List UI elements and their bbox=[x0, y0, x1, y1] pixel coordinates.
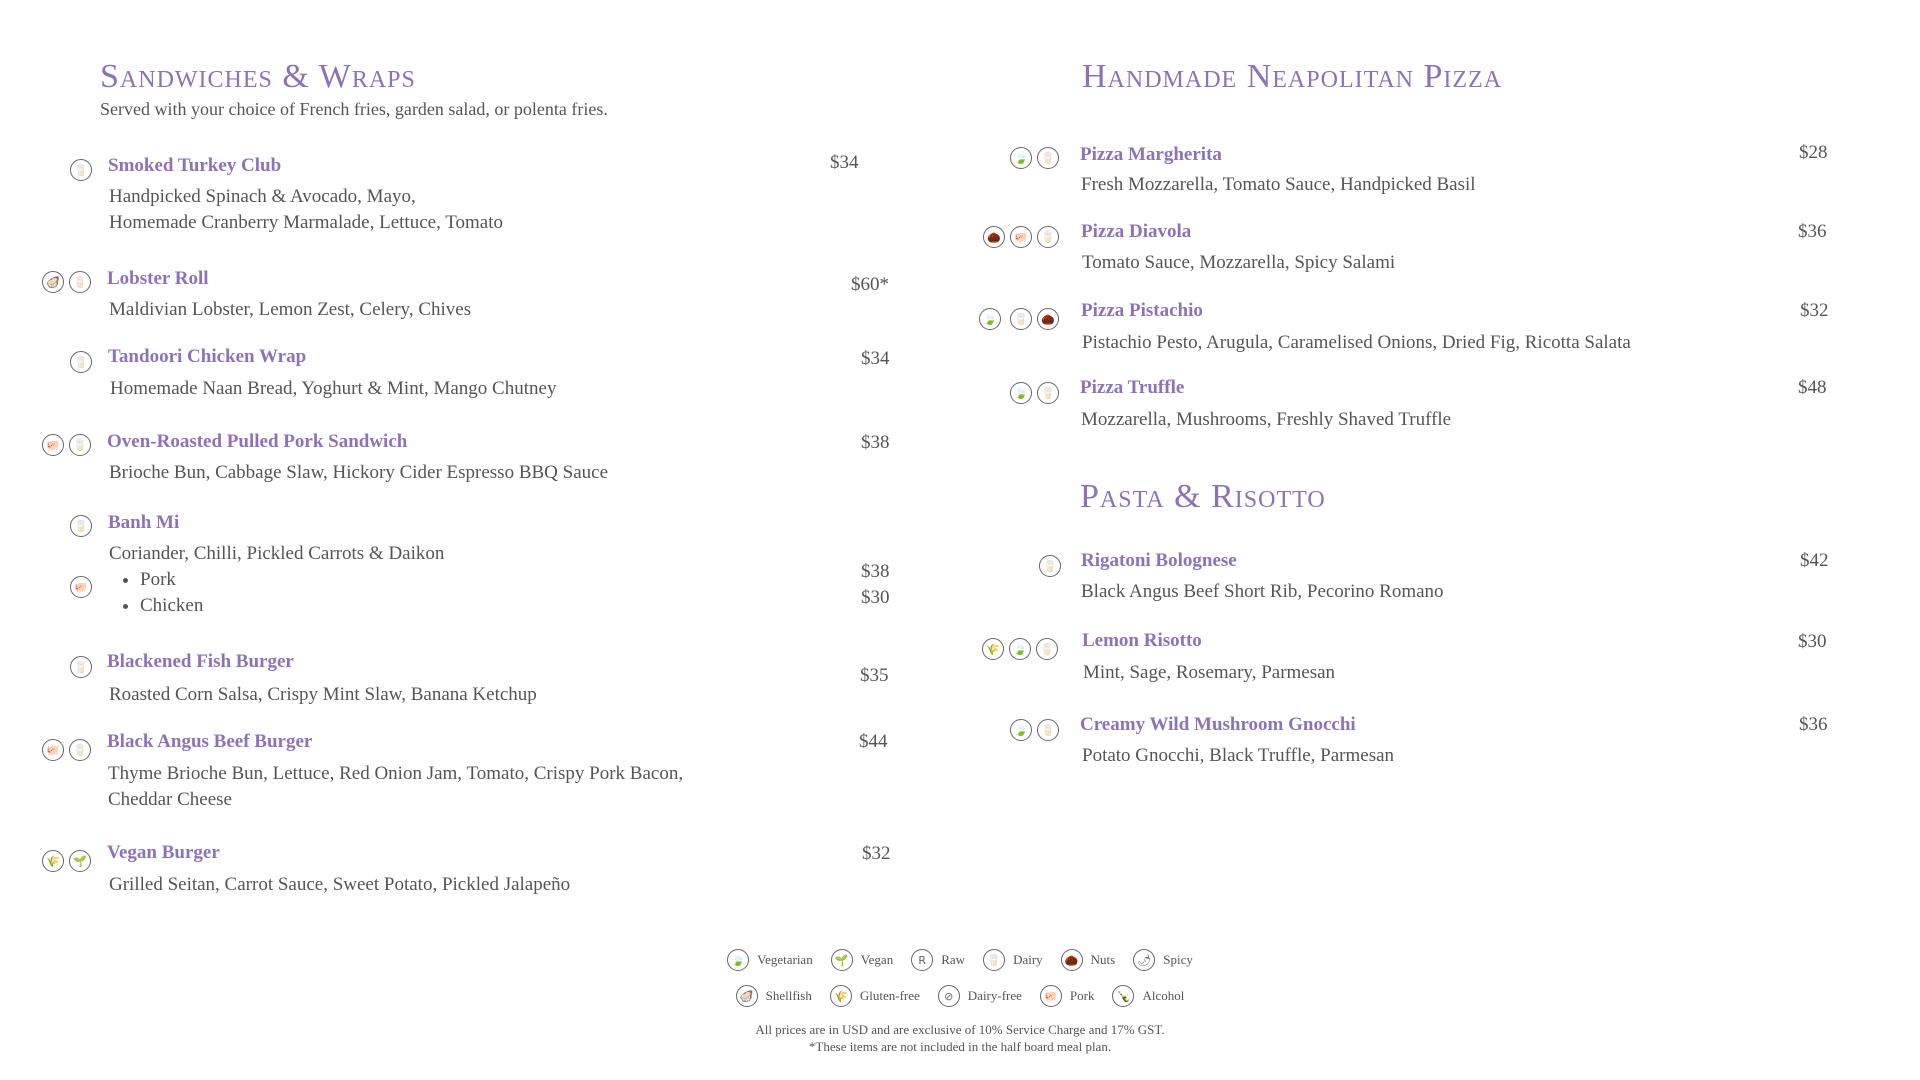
dairy-icon: 🥛 bbox=[983, 949, 1005, 971]
desc-line: Homemade Naan Bread, Yoghurt & Mint, Mango Chutney bbox=[110, 378, 557, 399]
spicy-icon: 🌶 bbox=[1133, 949, 1155, 971]
item-description bbox=[109, 297, 471, 323]
pork-icon: 🐖 bbox=[42, 739, 64, 761]
dietary-icons bbox=[70, 515, 92, 537]
item-name: Pizza Margherita bbox=[1080, 144, 1222, 165]
legend-label: Nuts bbox=[1090, 952, 1116, 967]
item-name: Pizza Pistachio bbox=[1081, 300, 1203, 321]
legend-label: Gluten-free bbox=[859, 988, 920, 1003]
legend-label: Pork bbox=[1069, 988, 1095, 1003]
item-description bbox=[108, 761, 683, 813]
item-description bbox=[1082, 250, 1395, 276]
gluten-free-icon: 🌾 bbox=[830, 985, 852, 1007]
dairy-icon: 🥛 bbox=[70, 656, 92, 678]
footnote-line: All prices are in USD and are exclusive of 10% Service Charge and 17% GST. bbox=[755, 1022, 1165, 1037]
item-price: $34 bbox=[861, 348, 890, 369]
item-name: Blackened Fish Burger bbox=[107, 651, 294, 672]
legend-item-vegan bbox=[831, 949, 894, 971]
dietary-icons bbox=[983, 226, 1059, 248]
vegetarian-icon: 🍃 bbox=[1010, 147, 1032, 169]
dietary-icons bbox=[70, 159, 92, 181]
item-price: $35 bbox=[860, 665, 889, 686]
variant-list bbox=[108, 567, 203, 619]
gluten-free-icon: 🌾 bbox=[42, 850, 64, 872]
item-description bbox=[1083, 660, 1335, 686]
legend-item-spicy bbox=[1133, 949, 1193, 971]
item-name: Lemon Risotto bbox=[1082, 630, 1202, 651]
dairy-icon: 🥛 bbox=[69, 271, 91, 293]
legend-row bbox=[0, 978, 1920, 1014]
legend-item-pork bbox=[1040, 985, 1095, 1007]
dairy-icon: 🥛 bbox=[70, 515, 92, 537]
desc-line: Pistachio Pesto, Arugula, Caramelised Onions, Dried Fig, Ricotta Salata bbox=[1082, 332, 1631, 353]
legend-label: Shellfish bbox=[765, 988, 812, 1003]
item-price: $48 bbox=[1798, 377, 1827, 398]
item-description bbox=[109, 460, 608, 486]
item-price: $60* bbox=[851, 274, 889, 295]
item-price: $44 bbox=[859, 731, 888, 752]
item-price: $34 bbox=[830, 152, 859, 173]
item-price: $32 bbox=[862, 843, 891, 864]
legend-item-vegetarian bbox=[727, 949, 813, 971]
legend-label: Spicy bbox=[1163, 952, 1193, 967]
legend-label: Vegetarian bbox=[757, 952, 813, 967]
desc-line: Mozzarella, Mushrooms, Freshly Shaved Truffle bbox=[1081, 409, 1452, 430]
legend-label: Vegan bbox=[860, 952, 894, 967]
dairy-icon: 🥛 bbox=[1010, 308, 1032, 330]
variant-price-chicken: $30 bbox=[861, 587, 890, 608]
dairy-free-icon: ⊘ bbox=[938, 985, 960, 1007]
pork-icon: 🐖 bbox=[42, 434, 64, 456]
footnote-line: *These items are not included in the half board meal plan. bbox=[808, 1039, 1112, 1054]
section-title-pizza: Handmade Neapolitan Pizza bbox=[1082, 58, 1503, 95]
item-description bbox=[109, 682, 537, 708]
desc-line: Brioche Bun, Cabbage Slaw, Hickory Cider Espresso BBQ Sauce bbox=[109, 462, 609, 483]
item-description bbox=[1082, 743, 1394, 769]
item-description bbox=[109, 541, 444, 567]
desc-line: Black Angus Beef Short Rib, Pecorino Romano bbox=[1081, 581, 1444, 602]
dairy-icon: 🥛 bbox=[1037, 382, 1059, 404]
section-title-sandwiches: Sandwiches & Wraps bbox=[100, 58, 416, 95]
dietary-icons bbox=[42, 271, 91, 293]
legend-item-shellfish bbox=[736, 985, 812, 1007]
variant-price-pork: $38 bbox=[861, 561, 890, 582]
dietary-icons bbox=[42, 850, 91, 872]
vegan-icon: 🌱 bbox=[831, 949, 853, 971]
legend-label: Raw bbox=[941, 952, 966, 967]
legend-item-raw bbox=[911, 949, 965, 971]
item-name: Lobster Roll bbox=[107, 268, 209, 289]
dietary-icons bbox=[1010, 147, 1059, 169]
item-description bbox=[1081, 407, 1451, 433]
legend-item-dairy bbox=[983, 949, 1043, 971]
vegetarian-icon: 🍃 bbox=[727, 949, 749, 971]
dietary-icons bbox=[42, 434, 91, 456]
dietary-icons bbox=[70, 656, 92, 678]
legend-label: Dairy-free bbox=[967, 988, 1022, 1003]
dietary-icons bbox=[979, 308, 1059, 330]
desc-line: Handpicked Spinach & Avocado, Mayo, bbox=[109, 186, 416, 207]
item-price: $36 bbox=[1799, 714, 1828, 735]
variant-chicken: • Chicken bbox=[140, 593, 203, 619]
pork-icon: 🐖 bbox=[70, 576, 92, 598]
legend-label: Alcohol bbox=[1142, 988, 1185, 1003]
dairy-icon: 🥛 bbox=[70, 351, 92, 373]
dietary-legend bbox=[0, 942, 1920, 1014]
dietary-icons bbox=[1010, 382, 1059, 404]
dietary-icons bbox=[1039, 555, 1061, 577]
item-price: $32 bbox=[1800, 300, 1829, 321]
dairy-icon: 🥛 bbox=[69, 739, 91, 761]
item-description bbox=[1081, 579, 1444, 605]
item-name: Oven-Roasted Pulled Pork Sandwich bbox=[107, 431, 408, 452]
pork-icon: 🐖 bbox=[1040, 985, 1062, 1007]
vegetarian-icon: 🍃 bbox=[1010, 719, 1032, 741]
item-name: Vegan Burger bbox=[107, 842, 220, 863]
dairy-icon: 🥛 bbox=[70, 159, 92, 181]
legend-item-dairy-free bbox=[938, 985, 1022, 1007]
desc-line: Potato Gnocchi, Black Truffle, Parmesan bbox=[1082, 745, 1395, 766]
desc-line: Fresh Mozzarella, Tomato Sauce, Handpicked Basil bbox=[1081, 174, 1476, 195]
desc-line: Coriander, Chilli, Pickled Carrots & Daikon bbox=[109, 543, 445, 564]
vegan-icon: 🌱 bbox=[69, 850, 91, 872]
item-name: Black Angus Beef Burger bbox=[107, 731, 313, 752]
desc-line: Mint, Sage, Rosemary, Parmesan bbox=[1083, 662, 1336, 683]
dietary-icons bbox=[70, 351, 92, 373]
desc-line: Thyme Brioche Bun, Lettuce, Red Onion Jam, Tomato, Crispy Pork Bacon, bbox=[108, 763, 684, 784]
item-price: $38 bbox=[861, 432, 890, 453]
vegetarian-icon: 🍃 bbox=[979, 308, 1001, 330]
section-subtitle-sandwiches: Served with your choice of French fries, garden salad, or polenta fries. bbox=[100, 99, 608, 119]
dietary-icons bbox=[42, 739, 91, 761]
item-description bbox=[110, 376, 556, 402]
footnotes bbox=[0, 1021, 1920, 1055]
item-name: Banh Mi bbox=[108, 512, 180, 533]
gluten-free-icon: 🌾 bbox=[982, 638, 1004, 660]
desc-line: Homemade Cranberry Marmalade, Lettuce, Tomato bbox=[109, 212, 503, 233]
item-name: Rigatoni Bolognese bbox=[1081, 550, 1237, 571]
dairy-icon: 🥛 bbox=[1037, 147, 1059, 169]
desc-line: Cheddar Cheese bbox=[108, 789, 232, 810]
shellfish-icon: 🦪 bbox=[42, 271, 64, 293]
desc-line: Roasted Corn Salsa, Crispy Mint Slaw, Banana Ketchup bbox=[109, 684, 537, 705]
item-description bbox=[109, 872, 570, 898]
dairy-icon: 🥛 bbox=[1036, 638, 1058, 660]
dietary-icons bbox=[1010, 719, 1059, 741]
desc-line: Maldivian Lobster, Lemon Zest, Celery, Chives bbox=[109, 299, 472, 320]
dairy-icon: 🥛 bbox=[1037, 226, 1059, 248]
legend-row bbox=[0, 942, 1920, 978]
item-price: $42 bbox=[1800, 550, 1829, 571]
pork-icon: 🐖 bbox=[1010, 226, 1032, 248]
variant-icons bbox=[70, 576, 92, 598]
item-name: Pizza Diavola bbox=[1081, 221, 1192, 242]
vegetarian-icon: 🍃 bbox=[1010, 382, 1032, 404]
item-description bbox=[1082, 330, 1631, 356]
legend-item-nuts bbox=[1061, 949, 1116, 971]
raw-icon: R bbox=[911, 949, 933, 971]
section-title-pasta: Pasta & Risotto bbox=[1080, 478, 1326, 515]
desc-line: Grilled Seitan, Carrot Sauce, Sweet Potato, Pickled Jalapeño bbox=[109, 874, 571, 895]
alcohol-icon: 🍾 bbox=[1112, 985, 1134, 1007]
shellfish-icon: 🦪 bbox=[736, 985, 758, 1007]
item-name: Creamy Wild Mushroom Gnocchi bbox=[1080, 714, 1356, 735]
item-price: $28 bbox=[1799, 142, 1828, 163]
dairy-icon: 🥛 bbox=[1037, 719, 1059, 741]
item-name: Tandoori Chicken Wrap bbox=[108, 346, 307, 367]
item-description bbox=[109, 184, 503, 236]
nuts-icon: 🌰 bbox=[983, 226, 1005, 248]
dairy-icon: 🥛 bbox=[1039, 555, 1061, 577]
variant-pork: • Pork bbox=[140, 567, 203, 593]
item-name: Pizza Truffle bbox=[1080, 377, 1185, 398]
legend-label: Dairy bbox=[1013, 952, 1043, 967]
desc-line: Tomato Sauce, Mozzarella, Spicy Salami bbox=[1082, 252, 1396, 273]
dietary-icons bbox=[982, 638, 1058, 660]
nuts-icon: 🌰 bbox=[1037, 308, 1059, 330]
vegetarian-icon: 🍃 bbox=[1009, 638, 1031, 660]
legend-item-gluten-free bbox=[830, 985, 920, 1007]
item-description bbox=[1081, 172, 1476, 198]
dairy-icon: 🥛 bbox=[69, 434, 91, 456]
item-price: $30 bbox=[1798, 631, 1827, 652]
item-price: $36 bbox=[1798, 221, 1827, 242]
item-name: Smoked Turkey Club bbox=[108, 155, 282, 176]
nuts-icon: 🌰 bbox=[1061, 949, 1083, 971]
legend-item-alcohol bbox=[1112, 985, 1184, 1007]
